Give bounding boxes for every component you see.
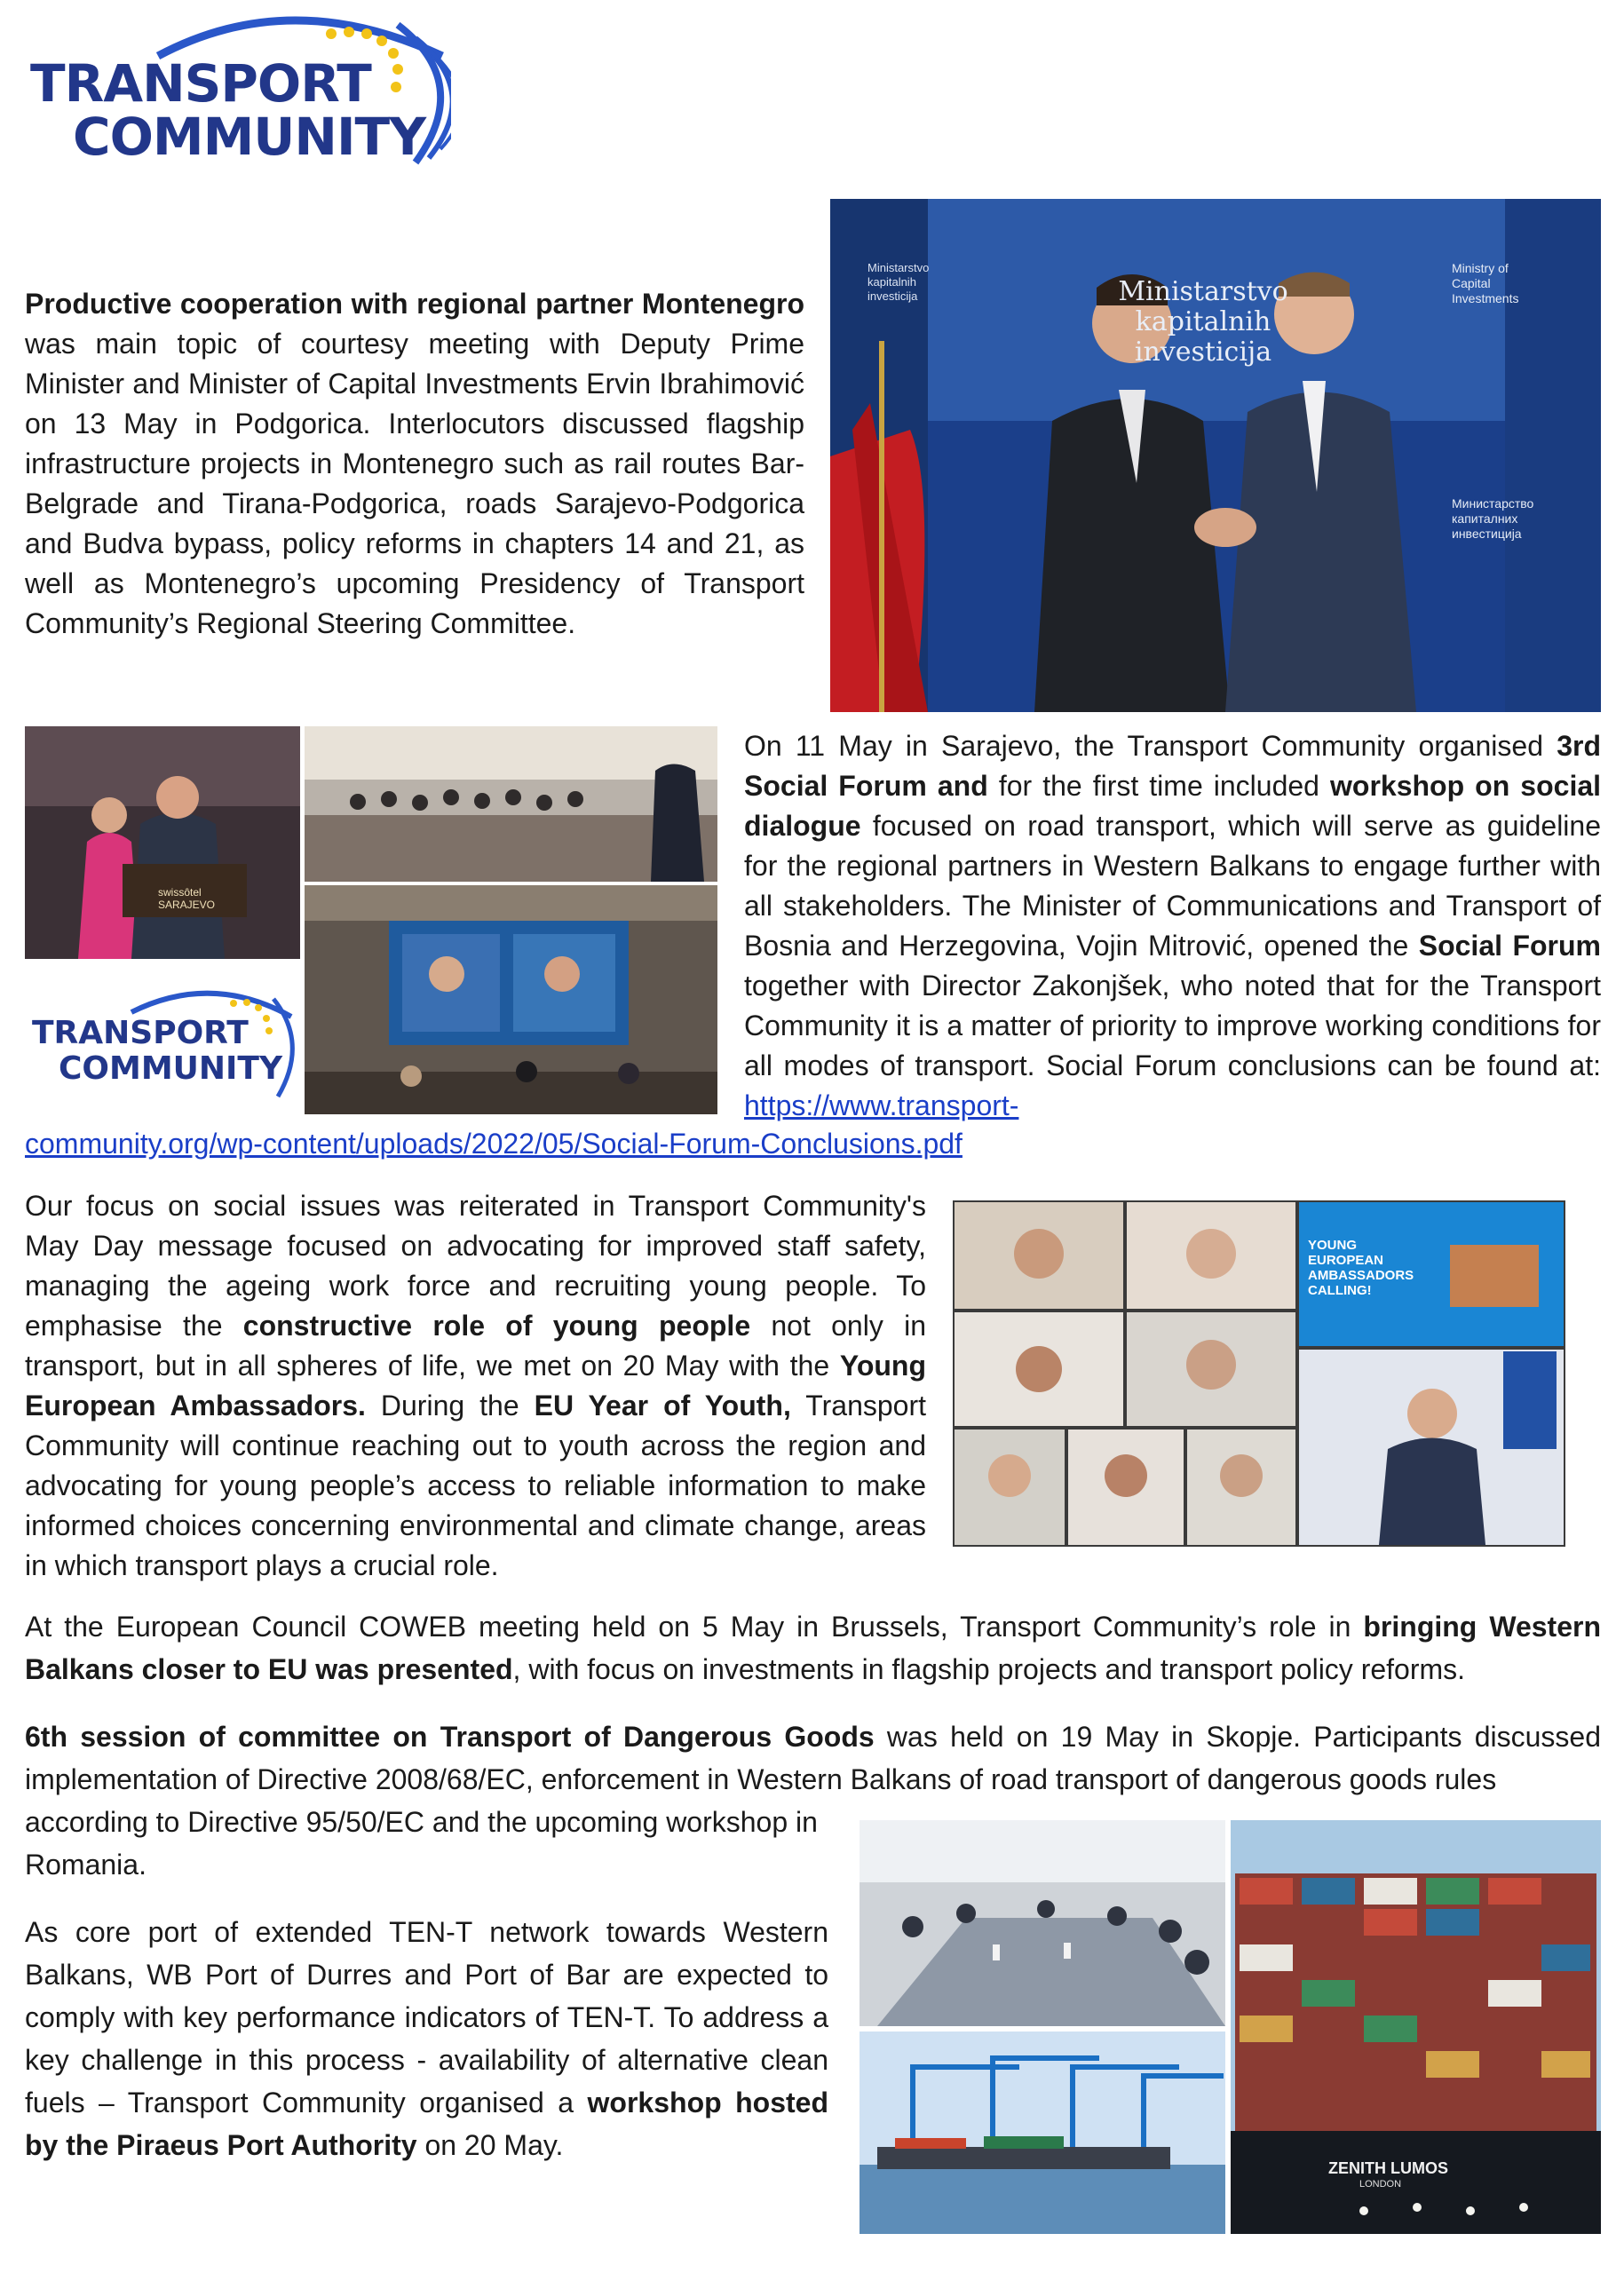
paragraph-youth-bold-1: constructive role of young people bbox=[242, 1310, 751, 1342]
banner-right-cyr-text: Министарство капиталних инвестиција bbox=[1452, 496, 1534, 541]
photo-committee-meeting bbox=[860, 1820, 1225, 2026]
paragraph-dangerous-goods-continued bbox=[25, 1801, 833, 1886]
paragraph-ports-text-1: As core port of extended TEN-T network towards Western Balkans, WB Port of Durres and Port of Bar are expected to comply with key performance indicators of TEN-T. To address a key challenge in this process - availability of alternative clean fuels – Transport Community organised a bbox=[25, 1916, 828, 2119]
collage-logo-line-2: COMMUNITY bbox=[59, 1050, 283, 1087]
paragraph-dangerous-goods bbox=[25, 1715, 1601, 1801]
banner-right-en-text: Ministry of Capital Investments bbox=[1452, 261, 1519, 305]
paragraph-youth-bold-2: Young European Ambassadors. bbox=[25, 1350, 926, 1422]
paragraph-social-forum bbox=[744, 726, 1601, 1126]
paragraph-youth bbox=[25, 1186, 926, 1586]
podium-label: swissôtel SARAJEVO bbox=[158, 886, 216, 911]
paragraph-youth-text-3: During the bbox=[365, 1390, 535, 1422]
youth-poster-line-1: YOUNG bbox=[1308, 1238, 1358, 1253]
youth-poster-line-4: CALLING! bbox=[1308, 1283, 1372, 1298]
paragraph-social-forum-bold-2: workshop on social dialogue bbox=[744, 770, 1602, 842]
photo-port-cranes bbox=[860, 2031, 1225, 2234]
paragraph-coweb-bold: bringing Western Balkans closer to EU was presented bbox=[25, 1611, 1602, 1685]
photo-forum-speakers bbox=[25, 726, 300, 959]
photo-youth-video-call bbox=[953, 1200, 1565, 1547]
paragraph-social-forum-bold-1: 3rd Social Forum and bbox=[744, 730, 1601, 802]
paragraph-social-forum-bold-3: Social Forum bbox=[1418, 930, 1602, 962]
photo-forum-audience bbox=[305, 726, 717, 882]
paragraph-dangerous-goods-text-2: according to Directive 95/50/EC and the upcoming workshop in Romania. bbox=[25, 1806, 818, 1881]
paragraph-dangerous-goods-text-1: was held on 19 May in Skopje. Participants discussed implementation of Directive 2008/68/EC, enforcement in Western Balkans of road transport of dangerous goods rules bbox=[25, 1721, 1602, 1795]
paragraph-youth-text-2: not only in transport, but in all spheres of life, we met on 20 May with the bbox=[25, 1310, 926, 1382]
paragraph-coweb-text-1: At the European Council COWEB meeting held on 5 May in Brussels, Transport Community’s role in bbox=[25, 1611, 1364, 1643]
paragraph-social-forum-link-line bbox=[25, 1124, 1605, 1164]
logo-line-1: TRANSPORT bbox=[30, 53, 371, 114]
banner-left-text: Ministarstvo kapitalnih investicija bbox=[867, 261, 930, 303]
collage-logo-line-1: TRANSPORT bbox=[32, 1015, 249, 1051]
ship-hull-port: LONDON bbox=[1359, 2179, 1402, 2190]
logo-line-2: COMMUNITY bbox=[73, 107, 426, 167]
youth-poster-line-2: EUROPEAN bbox=[1308, 1253, 1384, 1268]
social-forum-conclusions-link[interactable]: https://www.transport- bbox=[744, 1089, 1019, 1121]
paragraph-coweb-text-2: , with focus on investments in flagship projects and transport policy reforms. bbox=[512, 1653, 1466, 1685]
paragraph-montenegro bbox=[25, 284, 804, 644]
paragraph-youth-bold-3: EU Year of Youth, bbox=[534, 1390, 791, 1422]
paragraph-ports-text-2: on 20 May. bbox=[416, 2129, 564, 2161]
paragraph-youth-text-1: Our focus on social issues was reiterated in Transport Community's May Day message focused on advocating for improved staff safety, managing the ageing work force and recruiting young people. To emphasise the bbox=[25, 1190, 926, 1342]
photo-montenegro-meeting bbox=[830, 199, 1601, 712]
youth-poster-line-3: AMBASSADORS bbox=[1308, 1268, 1414, 1283]
paragraph-social-forum-text-4: together with Director Zakonjšek, who noted that for the Transport Community it is a matter of priority to improve working conditions for all modes of transport. Social Forum conclusions can be found at: bbox=[744, 970, 1601, 1081]
paragraph-coweb bbox=[25, 1605, 1601, 1691]
banner-main-text: Ministarstvo kapitalnih investicija bbox=[1118, 276, 1288, 368]
paragraph-social-forum-text-2: for the first time included bbox=[987, 770, 1331, 802]
transport-community-logo bbox=[25, 7, 451, 176]
social-forum-conclusions-link-continued[interactable]: community.org/wp-content/uploads/2022/05/Social-Forum-Conclusions.pdf bbox=[25, 1128, 963, 1160]
ship-hull-name: ZENITH LUMOS bbox=[1328, 2159, 1448, 2177]
youth-poster-text bbox=[1308, 1238, 1414, 1298]
paragraph-social-forum-text-3: focused on road transport, which will serve as guideline for the regional partners in Western Balkans to engage further with all stakeholders. The Minister of Communications and Transport of Bosnia and Herzegovina, Vojin Mitrović, opened the bbox=[744, 810, 1601, 962]
paragraph-montenegro-text: was main topic of courtesy meeting with Deputy Prime Minister and Minister of Capital Investments Ervin Ibrahimović on 13 May in Podgorica. Interlocutors discussed flagship infrastructure projects in Montenegro such as rail routes Bar-Belgrade and Tirana-Podgorica, roads Sarajevo-Podgorica and Budva bypass, policy reforms in chapters 14 and 21, as well as Montenegro’s upcoming Presidency of Transport Community’s Regional Steering Committee. bbox=[25, 328, 804, 639]
paragraph-ports-bold: workshop hosted by the Piraeus Port Authority bbox=[25, 2087, 829, 2161]
photo-container-ship bbox=[1231, 1820, 1601, 2234]
paragraph-ports bbox=[25, 1911, 828, 2166]
paragraph-social-forum-text-1: On 11 May in Sarajevo, the Transport Community organised bbox=[744, 730, 1557, 762]
paragraph-dangerous-goods-bold: 6th session of committee on Transport of Dangerous Goods bbox=[25, 1721, 875, 1753]
paragraph-montenegro-bold: Productive cooperation with regional partner Montenegro bbox=[25, 288, 804, 320]
paragraph-youth-text-4: Transport Community will continue reaching out to youth across the region and advocating for young people’s access to reliable information to make informed choices concerning environmental and climate change, areas in which transport plays a crucial role. bbox=[25, 1390, 926, 1581]
collage-logo-tile bbox=[25, 963, 300, 1114]
photo-forum-panel bbox=[305, 885, 717, 1114]
